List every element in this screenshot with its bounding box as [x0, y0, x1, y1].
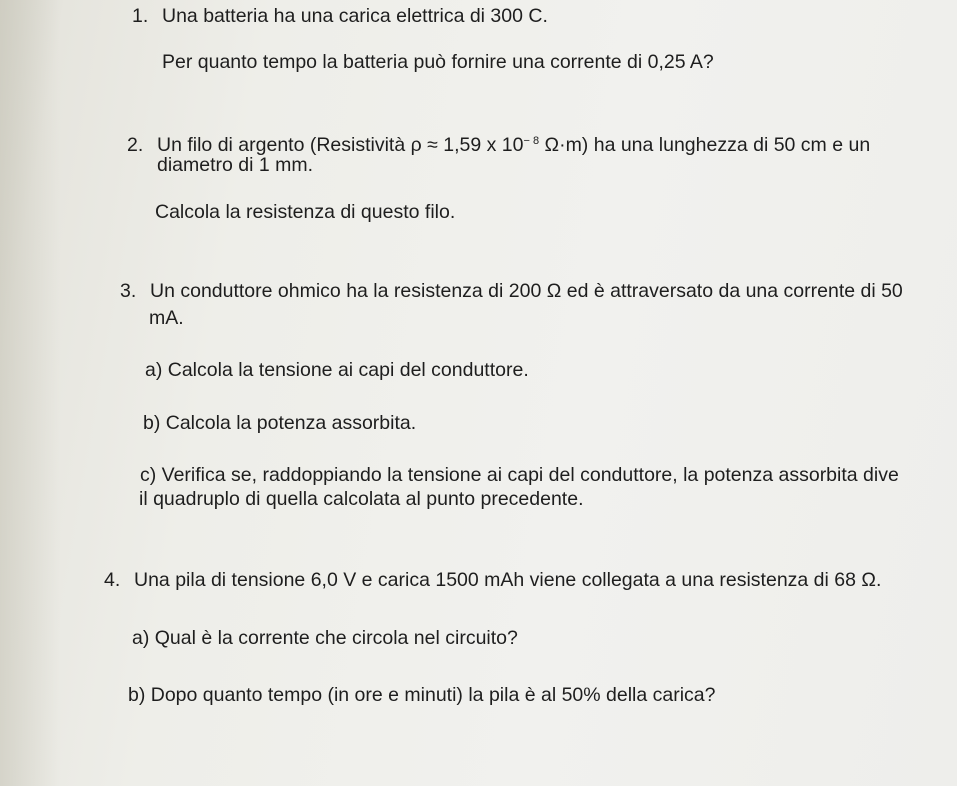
question-3-line-2: mA. [149, 307, 184, 329]
question-2-exponent: − 8 [523, 135, 540, 147]
question-3-text: Un conduttore ohmico ha la resistenza di 200 Ω ed è attraversato da una corrente di 50 [150, 280, 903, 302]
question-1-text: Una batteria ha una carica elettrica di 300 C. [162, 5, 548, 27]
question-1 [132, 4, 548, 28]
question-2-text-after: Ω·m) ha una lunghezza di 50 cm e un [539, 134, 871, 156]
question-2-text-before: Un filo di argento (Resistività ρ ≈ 1,59 x 10 [157, 134, 524, 156]
question-3-part-c-line-2: il quadruplo di quella calcolata al punto precedente. [139, 488, 584, 510]
question-4-part-b: b) Dopo quanto tempo (in ore e minuti) la pila è al 50% della carica? [128, 684, 716, 706]
question-4-number: 4. [104, 569, 121, 591]
question-2-line-2: diametro di 1 mm. [157, 154, 314, 176]
question-4-text: Una pila di tensione 6,0 V e carica 1500 mAh viene collegata a una resistenza di 68 Ω. [134, 569, 882, 591]
question-3-part-c: c) Verifica se, raddoppiando la tensione ai capi del conduttore, la potenza assorbita dive [140, 464, 899, 486]
question-4-part-a: a) Qual è la corrente che circola nel circuito? [132, 627, 518, 649]
paper-edge-shadow [0, 0, 60, 786]
question-1-prompt: Per quanto tempo la batteria può fornire una corrente di 0,25 A? [162, 51, 714, 73]
question-3-part-a: a) Calcola la tensione ai capi del conduttore. [145, 359, 529, 381]
question-1-number: 1. [132, 5, 149, 27]
question-4 [104, 568, 881, 592]
question-3-part-b: b) Calcola la potenza assorbita. [143, 412, 417, 434]
question-3-number: 3. [120, 280, 137, 302]
question-3 [120, 279, 903, 303]
question-2-number: 2. [127, 134, 144, 156]
question-2-prompt: Calcola la resistenza di questo filo. [155, 201, 456, 223]
